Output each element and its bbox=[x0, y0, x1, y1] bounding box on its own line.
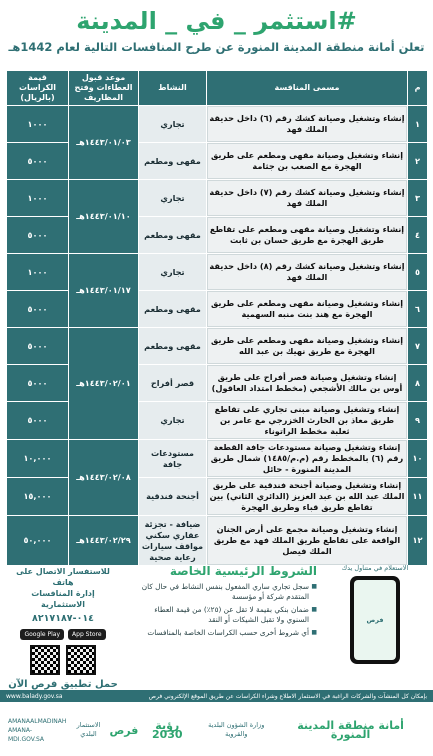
conditions-list bbox=[137, 582, 317, 638]
competition-name: إنشاء وتشغيل وصيانة مبنى تجاري على تقاطع طريق معاذ بن الحارث الخزرجي مع عامر بن ثعلبة مخطط الراتوناء bbox=[207, 402, 408, 440]
price-cell: ٥٠٠٠ bbox=[7, 328, 69, 365]
activity-cell: مقهى ومطعم bbox=[139, 143, 207, 180]
activity-cell: تجاري bbox=[139, 254, 207, 291]
contact-line1: للاستفسار الاتصال على هاتف bbox=[16, 567, 110, 587]
table-row bbox=[7, 254, 428, 291]
competition-name: إنشاء وتشغيل وصيانة مقهى ومطعم على تقاطع طريق الهجرة مع طريق حسان بن ثابت bbox=[207, 217, 408, 254]
activity-cell: قصر أفراح bbox=[139, 365, 207, 402]
competition-name: إنشاء وتشغيل وصيانة أجنحة فندقية على طريق الملك عبد الله بن عبد العزيز (الدائري الثاني) بين تقاطع طريق قباء وطريق الهجرة bbox=[207, 478, 408, 516]
row-number: ٩ bbox=[408, 402, 428, 440]
price-cell: ١٠,٠٠٠ bbox=[7, 440, 69, 478]
activity-cell: تجاري bbox=[139, 402, 207, 440]
row-number: ١٢ bbox=[408, 516, 428, 566]
row-number: ٤ bbox=[408, 217, 428, 254]
row-number: ٢ bbox=[408, 143, 428, 180]
header-num: م bbox=[408, 71, 428, 106]
header-date: موعد قبول العطاءات وفتح المظاريف bbox=[69, 71, 139, 106]
price-cell: ١٠٠٠ bbox=[7, 106, 69, 143]
price-cell: ١٠٠٠ bbox=[7, 254, 69, 291]
date-cell: ١٤٤٣/٠٢/٠٨هـ bbox=[69, 440, 139, 516]
row-number: ٨ bbox=[408, 365, 428, 402]
date-cell: ١٤٤٣/٠٢/٠١هـ bbox=[69, 328, 139, 440]
phone-illustration bbox=[350, 576, 400, 664]
competition-name: إنشاء وتشغيل وصيانة مقهى ومطعم على طريق الهجرة مع طريق نهيك بن عبد الله bbox=[207, 328, 408, 365]
info-strip-text: بإمكان كل المنشآت والشركات الراغبة في الاستثمار الاطلاع وشراء الكراسات عن طريق الموقع الإلكتروني فرص bbox=[148, 692, 427, 700]
furas-logo bbox=[109, 723, 139, 737]
competition-name: إنشاء وتشغيل وصيانة مقهى ومطعم على طريق الهجرة مع الصعب بن جثامة bbox=[207, 143, 408, 180]
competition-name: إنشاء وتشغيل وصيانة قصر أفراح على طريق أوس بن مالك الأشجعي (مخطط امتداد العاقول) bbox=[207, 365, 408, 402]
istithmar-logo-text: الاستثمار البلدي bbox=[76, 721, 101, 738]
competition-name: إنشاء وتشغيل وصيانة مجمع على أرض الجنان الواقعة على تقاطع طريق الملك فهد مع طريق الملك فيصل bbox=[207, 516, 408, 566]
condition-item: ■ سجل تجاري ساري المفعول بنفس النشاط في حال كان المتقدم شركة أو مؤسسة bbox=[137, 582, 317, 602]
app-store-badge[interactable]: App Store bbox=[68, 629, 106, 640]
social-website[interactable]: AMANA-MDI.GOV.SA bbox=[8, 726, 45, 743]
activity-cell: مقهى ومطعم bbox=[139, 217, 207, 254]
competitions-table bbox=[6, 70, 428, 566]
activity-cell: أجنحة فندقية bbox=[139, 478, 207, 516]
contact-line2: إدارة المنافسات الاستثمارية bbox=[31, 589, 95, 609]
contact-phone[interactable]: ٠١٤-٨٢١٧١٨٧ bbox=[32, 613, 94, 624]
table-row bbox=[7, 440, 428, 478]
row-number: ٥ bbox=[408, 254, 428, 291]
vision-logo bbox=[138, 721, 196, 739]
phone-screen bbox=[354, 580, 396, 660]
row-number: ٦ bbox=[408, 291, 428, 328]
qr-code-icon[interactable] bbox=[66, 645, 96, 675]
special-conditions bbox=[137, 564, 317, 641]
competition-name: إنشاء وتشغيل وصيانة كشك رقم (٦) داخل حديقة الملك فهد bbox=[207, 106, 408, 143]
price-cell: ١٥,٠٠٠ bbox=[7, 478, 69, 516]
competition-name: إنشاء وتشغيل وصيانة كشك رقم (٨) داخل حديقة الملك فهد bbox=[207, 254, 408, 291]
table-row bbox=[7, 328, 428, 365]
activity-cell: مقهى ومطعم bbox=[139, 328, 207, 365]
row-number: ١٠ bbox=[408, 440, 428, 478]
website-link[interactable]: www.balady.gov.sa bbox=[6, 692, 63, 700]
competition-name: إنشاء وتشغيل وصيانة مقهى ومطعم على طريق الهجرة مع هند بنت منبه السهمية bbox=[207, 291, 408, 328]
header-activity: النشاط bbox=[139, 71, 207, 106]
activity-cell: ضيافة - تجزئة عقاري سكني مواقف سيارات رعاية صحية bbox=[139, 516, 207, 566]
contact-box bbox=[8, 566, 118, 690]
price-cell: ٥٠٠٠ bbox=[7, 217, 69, 254]
price-cell: ٥٠٠٠ bbox=[7, 365, 69, 402]
price-cell: ٥٠٠٠ bbox=[7, 291, 69, 328]
page-title: #استثمر _ في _ المدينة bbox=[76, 7, 357, 35]
phone-promo-label: الاستعلام في متناول يدك bbox=[341, 564, 409, 572]
activity-cell: مقهى ومطعم bbox=[139, 291, 207, 328]
phone-promo bbox=[325, 564, 425, 684]
qr-codes bbox=[8, 645, 118, 675]
phone-screen-text: فرص bbox=[366, 616, 384, 624]
price-cell: ١٠٠٠ bbox=[7, 180, 69, 217]
date-cell: ١٤٤٣/٠٢/٢٩هـ bbox=[69, 516, 139, 566]
activity-cell: تجاري bbox=[139, 180, 207, 217]
store-badges bbox=[8, 629, 118, 640]
info-strip bbox=[0, 690, 433, 702]
footer-logos bbox=[0, 704, 433, 756]
price-cell: ٥٠٠٠ bbox=[7, 143, 69, 180]
table-row bbox=[7, 516, 428, 566]
page bbox=[0, 6, 433, 756]
condition-item: ■ أي شروط أخرى حسب الكراسات الخاصة بالمنافسات bbox=[137, 628, 317, 638]
header-price: قيمة الكراسات (بالريال) bbox=[7, 71, 69, 106]
amana-logo-text: أمانة منطقة المدينة المنورة bbox=[297, 719, 404, 741]
activity-cell: تجاري bbox=[139, 106, 207, 143]
istithmar-logo bbox=[68, 721, 110, 739]
competition-name: إنشاء وتشغيل وصيانة كشك رقم (٧) داخل حديقة الملك فهد bbox=[207, 180, 408, 217]
condition-item: ■ ضمان بنكي بقيمة لا تقل عن (٢٥٪) من قيمة العطاء السنوي ولا تقبل الشيكات أو النقد bbox=[137, 605, 317, 625]
table-row bbox=[7, 180, 428, 217]
row-number: ١١ bbox=[408, 478, 428, 516]
ministry-logo-text: وزارة الشؤون البلدية والقروية bbox=[208, 721, 265, 738]
date-cell: ١٤٤٣/٠١/١٠هـ bbox=[69, 180, 139, 254]
bottom-section bbox=[6, 564, 427, 690]
table-row bbox=[7, 106, 428, 143]
activity-cell: مستودعات جافة bbox=[139, 440, 207, 478]
furas-logo-text: فرص bbox=[109, 723, 139, 737]
qr-code-icon[interactable] bbox=[30, 645, 60, 675]
social-links bbox=[8, 717, 68, 744]
date-cell: ١٤٤٣/٠١/٠٣هـ bbox=[69, 106, 139, 180]
special-conditions-heading: الشروط الرئيسية الخاصة bbox=[169, 564, 317, 578]
table-header-row bbox=[7, 71, 428, 106]
download-app-text: حمل تطبيق فرص الآن bbox=[8, 679, 118, 690]
ministry-logo bbox=[196, 721, 276, 739]
price-cell: ٥٠٠٠ bbox=[7, 402, 69, 440]
row-number: ١ bbox=[408, 106, 428, 143]
page-subtitle: تعلن أمانة منطقة المدينة المنورة عن طرح المنافسات التالية لعام 1442هـ bbox=[8, 40, 425, 54]
competition-name: إنشاء وتشغيل وصيانة مستودعات جافة القطعة رقم (٦) بالمخطط رقم (م.م/١٤٨٥) شمال طريق المدينة المنورة - حائل bbox=[207, 440, 408, 478]
price-cell: ٥٠,٠٠٠ bbox=[7, 516, 69, 566]
header-name: مسمى المنافسة bbox=[207, 71, 408, 106]
social-handle[interactable]: AMANAALMADINAH bbox=[8, 717, 67, 725]
vision-logo-text: رؤية 2030 bbox=[151, 719, 183, 741]
google-play-badge[interactable]: Google Play bbox=[20, 629, 64, 640]
row-number: ٣ bbox=[408, 180, 428, 217]
date-cell: ١٤٤٣/٠١/١٧هـ bbox=[69, 254, 139, 328]
row-number: ٧ bbox=[408, 328, 428, 365]
amana-logo bbox=[276, 721, 425, 739]
